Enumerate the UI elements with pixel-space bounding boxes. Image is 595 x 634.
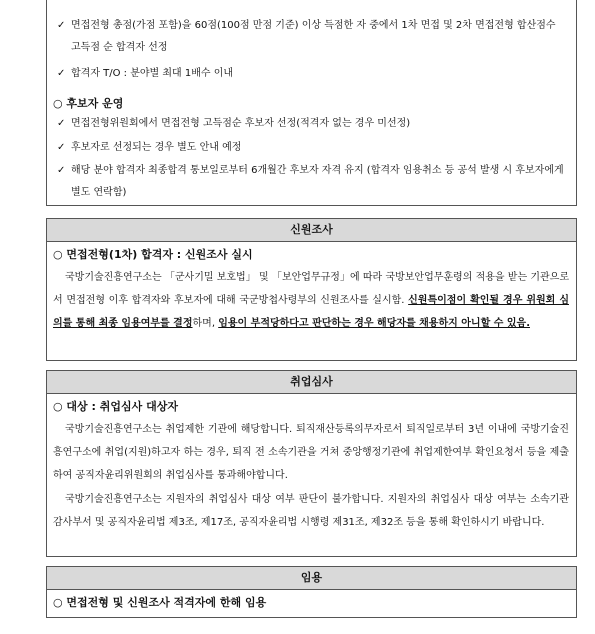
check-icon: ✓ [57, 165, 66, 176]
employment-review-paragraph: 국방기술진흥연구소는 취업제한 기관에 해당합니다. 퇴직재산등록의무자로서 퇴직일로부터 3년 이내에 국방기술진흥연구소에 취업(지원)하고자 하는 경우, 퇴직 전 소속기관을 거쳐 중앙행정기관에 취업제한여부 확인요청서 등을 제출하여 공직자윤리위원회의 취업심사를 통과해야합니다. [53, 424, 569, 481]
check-icon: ✓ [57, 20, 66, 31]
bullet-item: ✓ 후보자로 선정되는 경우 별도 안내 예정 [55, 137, 567, 159]
section-heading: ○ 대상 : 취업심사 대상자 [53, 400, 178, 413]
section-heading: ○ 면접전형 및 신원조사 적격자에 한해 임용 [53, 596, 267, 609]
check-icon: ✓ [57, 118, 66, 129]
employment-review-box [46, 370, 577, 557]
employment-review-paragraph: 국방기술진흥연구소는 지원자의 취업심사 대상 여부 판단이 불가합니다. 지원자의 취업심사 대상 여부는 소속기관 감사부서 및 공직자윤리법 제3조, 제17조, 공직자윤리법 시행령 제31조, 제32조 등을 통해 확인하시기 바랍니다. [53, 494, 569, 528]
recruitment-criteria-box [46, 0, 577, 206]
box-title: 임용 [47, 567, 576, 590]
background-check-paragraph: 국방기술진흥연구소는 「군사기밀 보호법」 및 「보안업무규정」에 따라 국방보안업무훈령의 적용을 받는 기관으로서 면접전형 이후 합격자와 후보자에 대해 국군방첩사령부의 신원조사를 실시함. 신원특이점이 확인될 경우 위원회 심의를 통해 최종 임용여부를 결정하며, 임용이 부적당하다고 판단하는 경우 해당자를 채용하지 아니할 수 있음. [53, 272, 569, 329]
appointment-box [46, 566, 577, 618]
bullet-item: ✓ 면접전형 총점(가점 포함)을 60점(100점 만점 기준) 이상 득점한 자 중에서 1차 면접 및 2차 면접전형 합산점수 고득점 순 합격자 선정 [55, 15, 567, 59]
bullet-item: ✓ 합격자 T/O : 분야별 최대 1배수 이내 [55, 63, 567, 85]
check-icon: ✓ [57, 68, 66, 79]
bullet-item: ✓ 면접전형위원회에서 면접전형 고득점순 후보자 선정(적격자 없는 경우 미선정) [55, 113, 567, 135]
check-icon: ✓ [57, 142, 66, 153]
bullet-item: ✓ 해당 분야 합격자 최종합격 통보일로부터 6개월간 후보자 자격 유지 (합격자 임용취소 등 공석 발생 시 후보자에게 별도 연락함) [55, 160, 567, 204]
section-heading: ○ 후보자 운영 [53, 97, 124, 110]
section-heading: ○ 면접전형(1차) 합격자 : 신원조사 실시 [53, 248, 253, 261]
background-check-box [46, 218, 577, 361]
box-title: 취업심사 [47, 371, 576, 394]
box-title: 신원조사 [47, 219, 576, 242]
